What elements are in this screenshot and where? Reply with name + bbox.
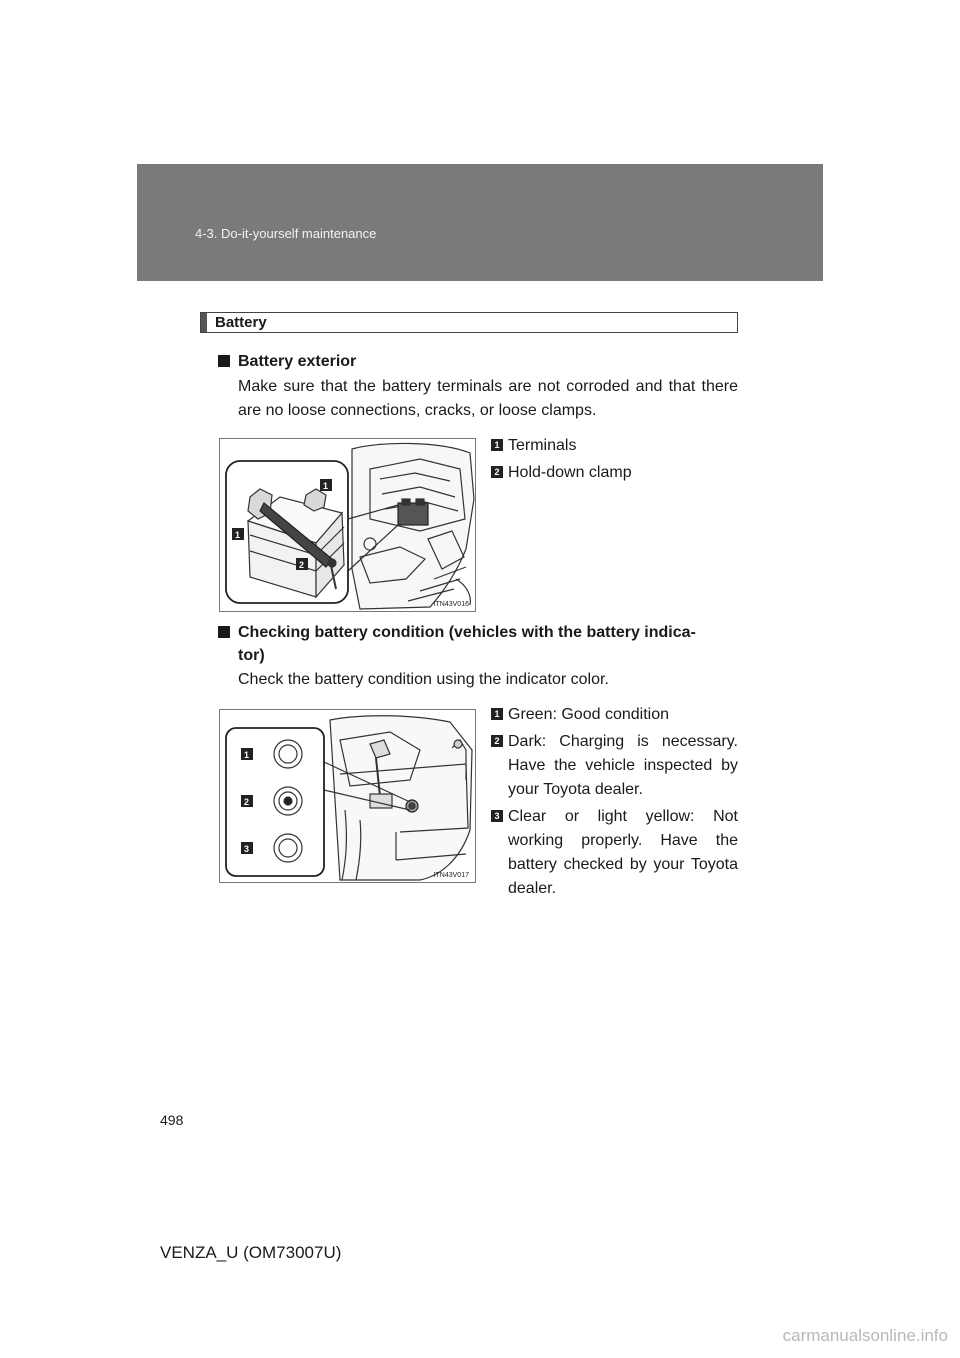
svg-text:1: 1 [244, 750, 250, 760]
svg-text:1: 1 [235, 530, 241, 540]
figure-code: ITN43V016 [433, 601, 469, 608]
callout-item [491, 461, 738, 485]
callout-text: Dark: Charging is necessary. Have the vehicle inspected by your Toyota dealer. [508, 733, 738, 798]
callout-number-badge: 1 [491, 439, 503, 451]
callout-item [491, 434, 738, 458]
callout-number-badge: 2 [491, 466, 503, 478]
callout-item [491, 805, 738, 901]
section-title: Battery [215, 314, 267, 331]
callout-text: Clear or light yellow: Not working properly. Have the battery checked by your Toyota dealer. [508, 808, 738, 897]
section-title-box [200, 312, 738, 333]
section-title-bar [201, 313, 207, 332]
callout-number-badge: 2 [491, 735, 503, 747]
page-number: 498 [160, 1112, 184, 1128]
bullet-square-icon [218, 355, 230, 367]
battery-exterior-callouts [491, 434, 738, 488]
battery-indicator-illustration [220, 710, 475, 882]
battery-condition-heading: Checking battery condition (vehicles with the battery indica- tor) [218, 621, 718, 644]
svg-text:2: 2 [244, 797, 250, 807]
engine-bay-illustration [220, 439, 475, 611]
callout-text: Green: Good condition [508, 706, 669, 723]
bullet-square-icon [218, 626, 230, 638]
svg-text:1: 1 [323, 481, 329, 491]
battery-exterior-heading: Battery exterior [218, 350, 718, 373]
callout-item [491, 703, 738, 727]
watermark: carmanualsonline.info [782, 1326, 948, 1345]
callout-number-badge: 3 [491, 810, 503, 822]
battery-indicator-figure [219, 709, 476, 883]
svg-text:3: 3 [244, 844, 250, 854]
svg-text:2: 2 [299, 560, 305, 570]
callout-text: Hold-down clamp [508, 464, 632, 481]
callout-number-badge: 1 [491, 708, 503, 720]
battery-condition-callouts [491, 703, 738, 904]
battery-exterior-body: Make sure that the battery terminals are not corroded and that there are no loose connections, cracks, or loose clamps. [238, 378, 738, 419]
battery-condition-body: Check the battery condition using the indicator color. [238, 671, 609, 688]
callout-text: Terminals [508, 437, 577, 454]
section-path: 4-3. Do-it-yourself maintenance [195, 226, 377, 241]
document-code: VENZA_U (OM73007U) [160, 1243, 342, 1262]
callout-item [491, 730, 738, 802]
battery-exterior-figure [219, 438, 476, 612]
header-band [137, 164, 823, 281]
figure-code: ITN43V017 [433, 872, 469, 879]
